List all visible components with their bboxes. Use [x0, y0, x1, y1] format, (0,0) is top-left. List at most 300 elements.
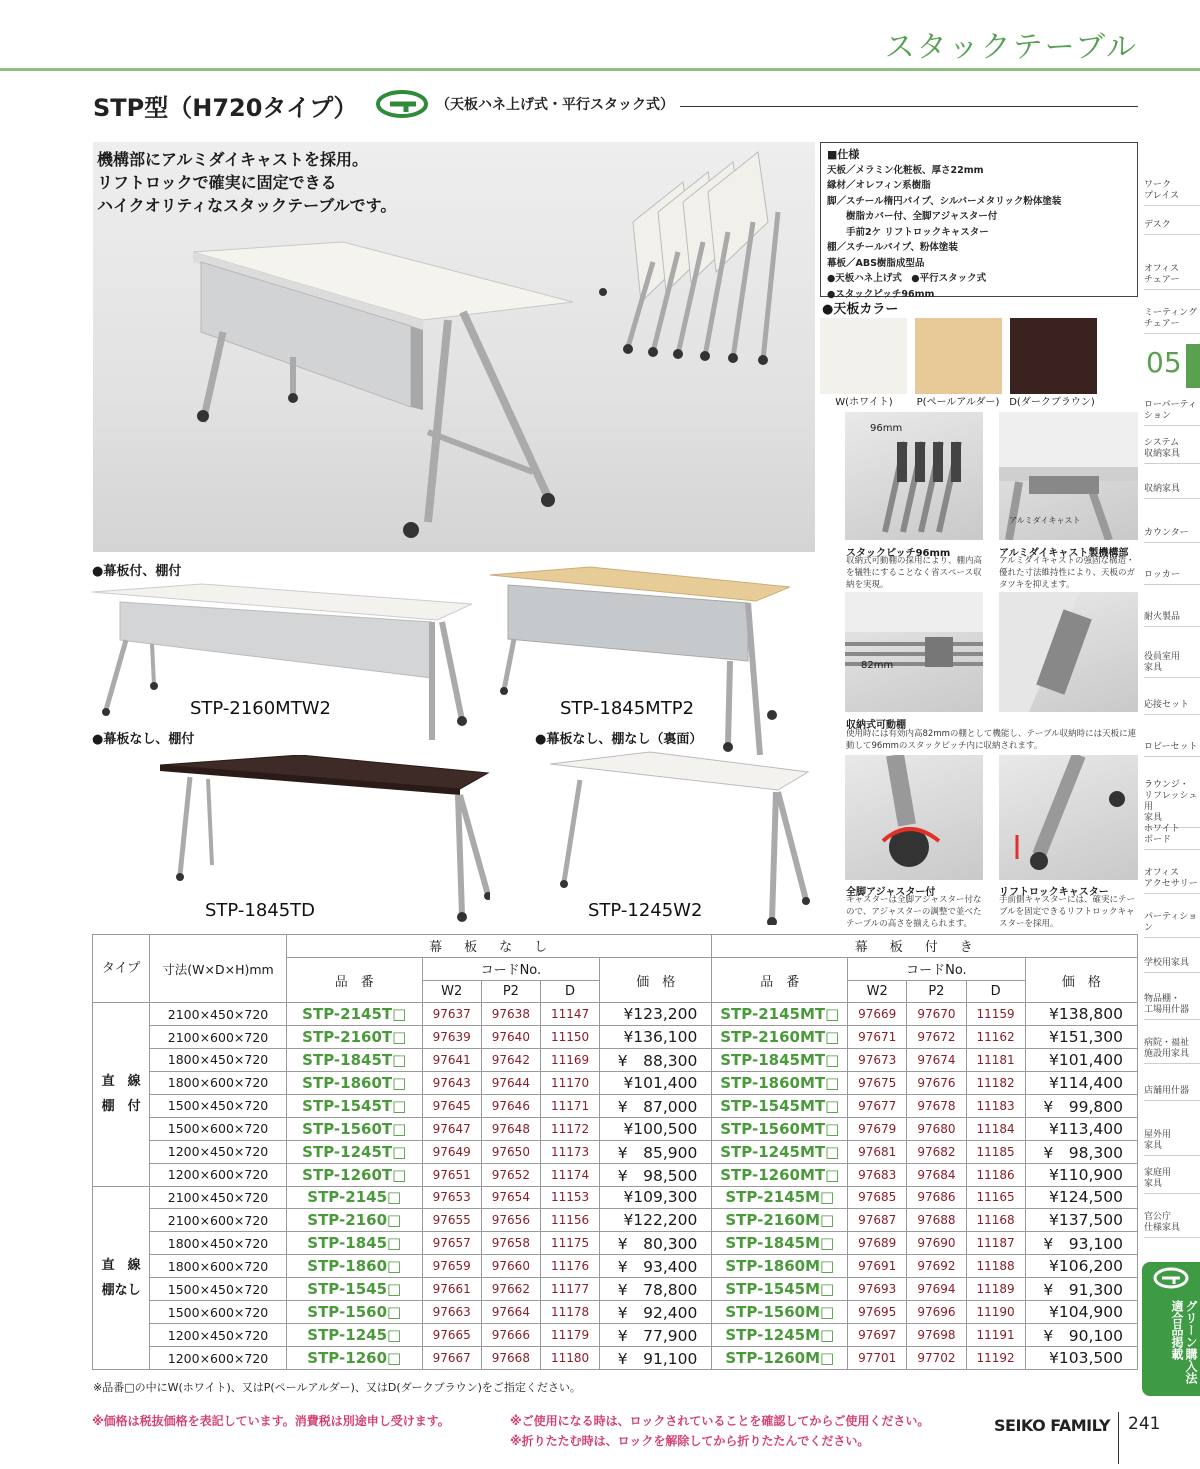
variant-illustration-w2 [550, 750, 810, 925]
code-w-cell: 97683 [848, 1163, 907, 1186]
code-p-header: P2 [907, 980, 966, 1003]
code-p-cell: 97646 [481, 1094, 540, 1117]
stack-pitch-illustration [845, 412, 983, 540]
code-d-cell: 11191 [966, 1324, 1025, 1347]
title-rule [680, 106, 1138, 107]
code-p-cell: 97638 [481, 1003, 540, 1026]
col-price-header: 価 格 [1025, 957, 1137, 1003]
code-w-cell: 97679 [848, 1117, 907, 1140]
model-cell: STP-1845MT□ [712, 1048, 848, 1071]
swatch-white [820, 318, 907, 394]
model-cell: STP-1545M□ [712, 1278, 848, 1301]
code-p-cell: 97658 [481, 1232, 540, 1255]
code-d-cell: 11179 [540, 1324, 599, 1347]
nav-item[interactable]: 収納家具 [1144, 484, 1200, 499]
category-title: スタックテーブル [884, 30, 1138, 65]
nav-item[interactable]: システム 収納家具 [1144, 438, 1200, 464]
mechanism-photo [999, 592, 1138, 712]
code-w-cell: 97689 [848, 1232, 907, 1255]
adjuster-photo [845, 755, 983, 880]
code-p-cell: 97694 [907, 1278, 966, 1301]
code-p-cell: 97676 [907, 1071, 966, 1094]
dimension-cell: 1500×600×720 [150, 1117, 287, 1140]
page-number: 241 [1128, 1414, 1161, 1434]
stack-pitch-photo [845, 412, 983, 540]
price-cell: ¥114,400 [1025, 1071, 1137, 1094]
dimension-cell: 2100×600×720 [150, 1026, 287, 1049]
code-d-cell: 11184 [966, 1117, 1025, 1140]
green-tab-mark-icon [1142, 1262, 1200, 1292]
nav-current-number: 05 [1146, 346, 1182, 379]
price-table-body [93, 1003, 1138, 1370]
code-d-cell: 11180 [540, 1347, 599, 1370]
dimension-cell: 2100×600×720 [150, 1209, 287, 1232]
price-cell: ¥ 93,400 [600, 1255, 712, 1278]
table-row [93, 1026, 1138, 1049]
code-w-cell: 97667 [422, 1347, 481, 1370]
price-cell: ¥110,900 [1025, 1163, 1137, 1186]
price-cell: ¥101,400 [600, 1071, 712, 1094]
nav-item[interactable]: カウンター [1144, 528, 1200, 543]
col-type-header: タイプ [93, 935, 150, 1003]
price-cell: ¥ 91,300 [1025, 1278, 1137, 1301]
table-row [93, 1117, 1138, 1140]
code-w-cell: 97685 [848, 1186, 907, 1209]
code-p-cell: 97696 [907, 1301, 966, 1324]
code-d-cell: 11156 [540, 1209, 599, 1232]
code-p-cell: 97654 [481, 1186, 540, 1209]
variant-illustration-mtp2 [490, 565, 790, 755]
product-title: STP型（H720タイプ） [93, 94, 358, 122]
code-w-cell: 97659 [422, 1255, 481, 1278]
model-cell: STP-1545T□ [286, 1094, 422, 1117]
code-d-cell: 11174 [540, 1163, 599, 1186]
price-cell: ¥ 93,100 [1025, 1232, 1137, 1255]
spec-line: ●スタックピッチ96mm [827, 288, 935, 300]
col-model-header: 品 番 [712, 957, 848, 1003]
table-row [93, 1232, 1138, 1255]
code-d-cell: 11187 [966, 1232, 1025, 1255]
caster-caption-title: リフトロックキャスター [999, 887, 1109, 898]
code-w-cell: 97701 [848, 1347, 907, 1370]
code-d-cell: 11172 [540, 1117, 599, 1140]
green-mark-icon [376, 90, 428, 118]
dimension-cell: 1200×600×720 [150, 1347, 287, 1370]
dimension-cell: 2100×450×720 [150, 1003, 287, 1026]
code-d-cell: 11188 [966, 1255, 1025, 1278]
mechanism-illustration [999, 592, 1138, 712]
col-code-header: コードNo. [422, 957, 600, 980]
type-cell: 直 線 棚 付 [93, 1003, 150, 1186]
price-cell: ¥106,200 [1025, 1255, 1137, 1278]
nav-current-bar [1186, 344, 1200, 388]
model-cell: STP-1845□ [286, 1232, 422, 1255]
shelf-illustration [845, 592, 983, 712]
price-cell: ¥123,200 [600, 1003, 712, 1026]
code-d-cell: 11176 [540, 1255, 599, 1278]
model-cell: STP-1260M□ [712, 1347, 848, 1370]
code-w-cell: 97647 [422, 1117, 481, 1140]
hero-line: 機構部にアルミダイキャストを採用。 [97, 150, 369, 169]
code-d-cell: 11170 [540, 1071, 599, 1094]
nav-item[interactable]: パーティション [1144, 912, 1200, 938]
code-w-cell: 97639 [422, 1026, 481, 1049]
price-cell: ¥ 78,800 [600, 1278, 712, 1301]
dimension-cell: 1200×600×720 [150, 1163, 287, 1186]
code-d-cell: 11183 [966, 1094, 1025, 1117]
dimension-cell: 1800×450×720 [150, 1048, 287, 1071]
code-w-cell: 97651 [422, 1163, 481, 1186]
price-cell: ¥124,500 [1025, 1186, 1137, 1209]
table-row [93, 1003, 1138, 1026]
table-row [93, 1301, 1138, 1324]
code-d-cell: 11159 [966, 1003, 1025, 1026]
shelf-caption-body: 使用時には有効内高82mmの棚として機能し、テーブル収納時には天板に連動して96mmのスタックピッチ内に収納されます。 [846, 729, 1137, 751]
code-d-cell: 11177 [540, 1278, 599, 1301]
product-subtitle: （天板ハネ上げ式・平行スタック式） [436, 97, 674, 113]
code-p-cell: 97660 [481, 1255, 540, 1278]
nav-item[interactable]: 役員室用 家具 [1144, 652, 1200, 678]
hero-line: リフトロックで確実に固定できる [97, 173, 337, 192]
variant-model: STP-1245W2 [588, 900, 703, 921]
shelf-dimension: 82mm [861, 660, 894, 671]
code-w-cell: 97655 [422, 1209, 481, 1232]
color-title: ●天板カラー [822, 302, 899, 317]
code-w-cell: 97697 [848, 1324, 907, 1347]
dimension-cell: 1200×450×720 [150, 1140, 287, 1163]
pitch-dimension: 96mm [870, 423, 903, 434]
code-w-cell: 97653 [422, 1186, 481, 1209]
code-w-cell: 97673 [848, 1048, 907, 1071]
price-cell: ¥113,400 [1025, 1117, 1137, 1140]
nav-item[interactable]: 応接セット [1144, 700, 1200, 715]
price-cell: ¥ 80,300 [600, 1232, 712, 1255]
code-d-cell: 11189 [966, 1278, 1025, 1301]
code-w-cell: 97649 [422, 1140, 481, 1163]
code-w-cell: 97677 [848, 1094, 907, 1117]
code-w-cell: 97665 [422, 1324, 481, 1347]
code-d-cell: 11153 [540, 1186, 599, 1209]
code-p-cell: 97668 [481, 1347, 540, 1370]
table-row [93, 1094, 1138, 1117]
spec-line: 樹脂カバー付、全脚アジャスター付 [827, 211, 998, 222]
nav-item[interactable]: 物品棚・ 工場用什器 [1144, 994, 1200, 1020]
price-cell: ¥138,800 [1025, 1003, 1137, 1026]
table-row [93, 1324, 1138, 1347]
code-d-cell: 11178 [540, 1301, 599, 1324]
code-d-cell: 11173 [540, 1140, 599, 1163]
code-w-cell: 97643 [422, 1071, 481, 1094]
model-cell: STP-1560□ [286, 1301, 422, 1324]
nav-item[interactable]: ホワイト ボード [1144, 824, 1200, 850]
code-p-cell: 97690 [907, 1232, 966, 1255]
model-cell: STP-2160M□ [712, 1209, 848, 1232]
swatch-dark-brown [1010, 318, 1097, 394]
table-row [93, 1278, 1138, 1301]
code-p-cell: 97648 [481, 1117, 540, 1140]
model-cell: STP-2160□ [286, 1209, 422, 1232]
table-row [93, 1163, 1138, 1186]
spec-line: 天板／メラミン化粧板、厚さ22mm [827, 164, 984, 176]
price-table [92, 934, 1138, 1370]
model-cell: STP-1245T□ [286, 1140, 422, 1163]
footer-note-unlock: ※折りたたむ時は、ロックを解除してから折りたたんでください。 [510, 1434, 870, 1448]
footer-note-lock: ※ご使用になる時は、ロックされていることを確認してからご使用ください。 [510, 1414, 930, 1428]
code-p-header: P2 [481, 980, 540, 1003]
dimension-cell: 1800×600×720 [150, 1255, 287, 1278]
code-w-cell: 97661 [422, 1278, 481, 1301]
spec-line: 幕板／ABS樹脂成型品 [827, 257, 925, 269]
aluminum-caption-title: アルミダイキャスト製機構部 [999, 548, 1129, 559]
code-w-cell: 97669 [848, 1003, 907, 1026]
code-p-cell: 97698 [907, 1324, 966, 1347]
model-cell: STP-1260□ [286, 1347, 422, 1370]
code-d-cell: 11165 [966, 1186, 1025, 1209]
code-p-cell: 97702 [907, 1347, 966, 1370]
nav-item[interactable]: 学校用家具 [1144, 958, 1200, 973]
table-row [93, 1048, 1138, 1071]
code-p-cell: 97682 [907, 1140, 966, 1163]
hero-line: ハイクオリティなスタックテーブルです。 [97, 196, 397, 215]
code-p-cell: 97664 [481, 1301, 540, 1324]
code-d-cell: 11186 [966, 1163, 1025, 1186]
code-p-cell: 97670 [907, 1003, 966, 1026]
pitch-caption-title: スタックピッチ96mm [846, 548, 951, 559]
brand-logo: SEIKO FAMILY [994, 1416, 1110, 1435]
code-p-cell: 97652 [481, 1163, 540, 1186]
model-cell: STP-1560T□ [286, 1117, 422, 1140]
model-cell: STP-1545□ [286, 1278, 422, 1301]
group-panel-header: 幕板付き [712, 935, 1138, 958]
price-cell: ¥ 99,800 [1025, 1094, 1137, 1117]
green-tab-label: グリーン購入法適合品掲載 [1170, 1300, 1198, 1384]
code-p-cell: 97656 [481, 1209, 540, 1232]
model-cell: STP-2145T□ [286, 1003, 422, 1026]
swatch-label: D(ダークブラウン) [1009, 397, 1095, 408]
price-cell: ¥ 87,000 [600, 1094, 712, 1117]
dimension-cell: 1200×450×720 [150, 1324, 287, 1347]
code-p-cell: 97666 [481, 1324, 540, 1347]
spec-line: 脚／スチール楕円パイプ、シルバーメタリック粉体塗装 [827, 195, 1062, 207]
model-cell: STP-1860MT□ [712, 1071, 848, 1094]
code-w-cell: 97695 [848, 1301, 907, 1324]
variant-model: STP-2160MTW2 [190, 698, 331, 719]
nav-item[interactable]: ロビーセット [1144, 742, 1200, 757]
table-note: ※品番□の中にW(ホワイト)、又はP(ペールアルダー)、又はD(ダークブラウン)をご指定ください。 [93, 1381, 581, 1394]
code-d-cell: 11192 [966, 1347, 1025, 1370]
price-cell: ¥ 98,300 [1025, 1140, 1137, 1163]
pitch-caption-body: 収納式可動棚の採用により、棚内高を犠牲にすることなく省スペース収納を実現。 [846, 556, 983, 590]
shelf-caption-title: 収納式可動棚 [846, 720, 906, 731]
code-w-cell: 97675 [848, 1071, 907, 1094]
code-p-cell: 97640 [481, 1026, 540, 1049]
price-cell: ¥ 85,900 [600, 1140, 712, 1163]
col-model-header: 品 番 [286, 957, 422, 1003]
price-cell: ¥103,500 [1025, 1347, 1137, 1370]
code-d-cell: 11162 [966, 1026, 1025, 1049]
code-p-cell: 97672 [907, 1026, 966, 1049]
table-row [93, 1255, 1138, 1278]
variant-label: ●幕板なし、棚付 [92, 732, 195, 747]
shelf-photo [845, 592, 983, 712]
group-no-panel-header: 幕板なし [286, 935, 712, 958]
code-w-cell: 97645 [422, 1094, 481, 1117]
caster-illustration [999, 755, 1138, 880]
hero-copy [97, 148, 396, 217]
code-d-cell: 11168 [966, 1209, 1025, 1232]
nav-item[interactable]: 病院・福祉 施設用家具 [1144, 1038, 1200, 1064]
footer-note-tax: ※価格は税抜価格を表記しています。消費税は別途申し受けます。 [92, 1414, 450, 1428]
adjuster-caption-title: 全脚アジャスター付 [846, 887, 936, 898]
dimension-cell: 1800×450×720 [150, 1232, 287, 1255]
code-w-cell: 97693 [848, 1278, 907, 1301]
code-w-cell: 97681 [848, 1140, 907, 1163]
col-dim-header: 寸法(W×D×H)mm [150, 935, 287, 1003]
model-cell: STP-1245□ [286, 1324, 422, 1347]
code-w-cell: 97657 [422, 1232, 481, 1255]
code-d-cell: 11171 [540, 1094, 599, 1117]
model-cell: STP-1845M□ [712, 1232, 848, 1255]
code-d-cell: 11182 [966, 1071, 1025, 1094]
code-d-cell: 11150 [540, 1026, 599, 1049]
dimension-cell: 2100×450×720 [150, 1186, 287, 1209]
code-w-cell: 97641 [422, 1048, 481, 1071]
code-d-cell: 11147 [540, 1003, 599, 1026]
caster-photo [999, 755, 1138, 880]
price-cell: ¥136,100 [600, 1026, 712, 1049]
code-p-cell: 97642 [481, 1048, 540, 1071]
model-cell: STP-1245MT□ [712, 1140, 848, 1163]
code-w-header: W2 [848, 980, 907, 1003]
price-cell: ¥137,500 [1025, 1209, 1137, 1232]
code-w-cell: 97687 [848, 1209, 907, 1232]
caster-caption-body: 手前側キャスターには、確実にテーブルを固定できるリフトロックキャスターを採用。 [999, 895, 1136, 929]
spec-line: 棚／スチールパイプ、粉体塗装 [827, 242, 958, 253]
model-cell: STP-2145□ [286, 1186, 422, 1209]
code-d-cell: 11169 [540, 1048, 599, 1071]
table-row [93, 1140, 1138, 1163]
price-cell: ¥122,200 [600, 1209, 712, 1232]
variant-label: ●幕板なし、棚なし（裏面） [535, 732, 703, 747]
footer-rule [1118, 1412, 1119, 1464]
table-row [93, 1186, 1138, 1209]
adjuster-illustration [845, 755, 983, 880]
model-cell: STP-1245M□ [712, 1324, 848, 1347]
price-cell: ¥100,500 [600, 1117, 712, 1140]
code-p-cell: 97662 [481, 1278, 540, 1301]
nav-item[interactable]: 耐火製品 [1144, 612, 1200, 627]
dimension-cell: 1500×600×720 [150, 1301, 287, 1324]
price-cell: ¥ 98,500 [600, 1163, 712, 1186]
nav-item[interactable]: 店舗用什器 [1144, 1086, 1200, 1101]
model-cell: STP-1860□ [286, 1255, 422, 1278]
nav-item[interactable]: 屋外用 家具 [1144, 1130, 1200, 1156]
code-d-cell: 11190 [966, 1301, 1025, 1324]
model-cell: STP-2145MT□ [712, 1003, 848, 1026]
code-p-cell: 97688 [907, 1209, 966, 1232]
nav-item[interactable]: ロッカー [1144, 570, 1200, 585]
code-p-cell: 97692 [907, 1255, 966, 1278]
swatch-pale-alder [915, 318, 1002, 394]
price-cell: ¥ 77,900 [600, 1324, 712, 1347]
price-cell: ¥101,400 [1025, 1048, 1137, 1071]
code-d-cell: 11185 [966, 1140, 1025, 1163]
code-p-cell: 97684 [907, 1163, 966, 1186]
code-w-cell: 97691 [848, 1255, 907, 1278]
header-rule [0, 68, 1200, 71]
code-d-header: D [540, 980, 599, 1003]
spec-box [820, 142, 1138, 300]
price-cell: ¥ 88,300 [600, 1048, 712, 1071]
code-w-cell: 97663 [422, 1301, 481, 1324]
price-cell: ¥ 92,400 [600, 1301, 712, 1324]
type-cell: 直 線 棚なし [93, 1186, 150, 1370]
spec-line: 手前2ケ リフトロックキャスター [827, 226, 989, 238]
aluminum-photo-label: アルミダイキャスト [1009, 516, 1081, 525]
table-row [93, 1209, 1138, 1232]
price-cell: ¥104,900 [1025, 1301, 1137, 1324]
swatch-label: W(ホワイト) [835, 397, 893, 408]
code-p-cell: 97644 [481, 1071, 540, 1094]
nav-item[interactable]: オフィス チェアー [1144, 264, 1200, 290]
nav-item[interactable]: 官公庁 仕様家具 [1144, 1212, 1200, 1238]
table-row [93, 1347, 1138, 1370]
code-p-cell: 97674 [907, 1048, 966, 1071]
code-d-cell: 11181 [966, 1048, 1025, 1071]
model-cell: STP-1260MT□ [712, 1163, 848, 1186]
col-price-header: 価 格 [600, 957, 712, 1003]
nav-item[interactable]: デスク [1144, 220, 1200, 235]
nav-item[interactable]: ワーク プレイス [1144, 180, 1200, 206]
model-cell: STP-2145M□ [712, 1186, 848, 1209]
price-cell: ¥151,300 [1025, 1026, 1137, 1049]
nav-item[interactable]: ミーティング チェアー [1144, 308, 1200, 334]
col-code-header: コードNo. [848, 957, 1026, 980]
model-cell: STP-1560M□ [712, 1301, 848, 1324]
variant-model: STP-1845TD [205, 900, 316, 921]
spec-line: ●天板ハネ上げ式 ●平行スタック式 [827, 273, 987, 284]
aluminum-caption-body: アルミダイキャストの強固な構造・優れた寸法維持性により、天板のガタツキを抑えます。 [999, 556, 1136, 590]
nav-item[interactable]: 家庭用 家具 [1144, 1168, 1200, 1194]
dimension-cell: 1500×450×720 [150, 1278, 287, 1301]
adjuster-caption-body: キャスターは全脚アジャスター付なので、アジャスターの調整で並べたテーブルの高さを揃えられます。 [846, 895, 982, 929]
model-cell: STP-2160MT□ [712, 1026, 848, 1049]
code-w-cell: 97637 [422, 1003, 481, 1026]
price-cell: ¥109,300 [600, 1186, 712, 1209]
model-cell: STP-1545MT□ [712, 1094, 848, 1117]
dimension-cell: 1800×600×720 [150, 1071, 287, 1094]
dimension-cell: 1500×450×720 [150, 1094, 287, 1117]
code-p-cell: 97650 [481, 1140, 540, 1163]
price-cell: ¥ 91,100 [600, 1347, 712, 1370]
code-p-cell: 97678 [907, 1094, 966, 1117]
code-p-cell: 97686 [907, 1186, 966, 1209]
model-cell: STP-1845T□ [286, 1048, 422, 1071]
nav-item[interactable]: ローパーティション [1144, 400, 1200, 426]
nav-item[interactable]: ラウンジ・ リフレッシュ用 家具 [1144, 780, 1200, 828]
nav-item[interactable]: オフィス アクセサリー [1144, 868, 1200, 894]
code-w-header: W2 [422, 980, 481, 1003]
table-row [93, 1071, 1138, 1094]
code-d-cell: 11175 [540, 1232, 599, 1255]
code-p-cell: 97680 [907, 1117, 966, 1140]
variant-label: ●幕板付、棚付 [92, 564, 182, 579]
spec-heading: ■仕様 [827, 148, 860, 161]
spec-line: 縁材／オレフィン系樹脂 [827, 180, 931, 191]
model-cell: STP-1860M□ [712, 1255, 848, 1278]
model-cell: STP-1860T□ [286, 1071, 422, 1094]
code-w-cell: 97671 [848, 1026, 907, 1049]
